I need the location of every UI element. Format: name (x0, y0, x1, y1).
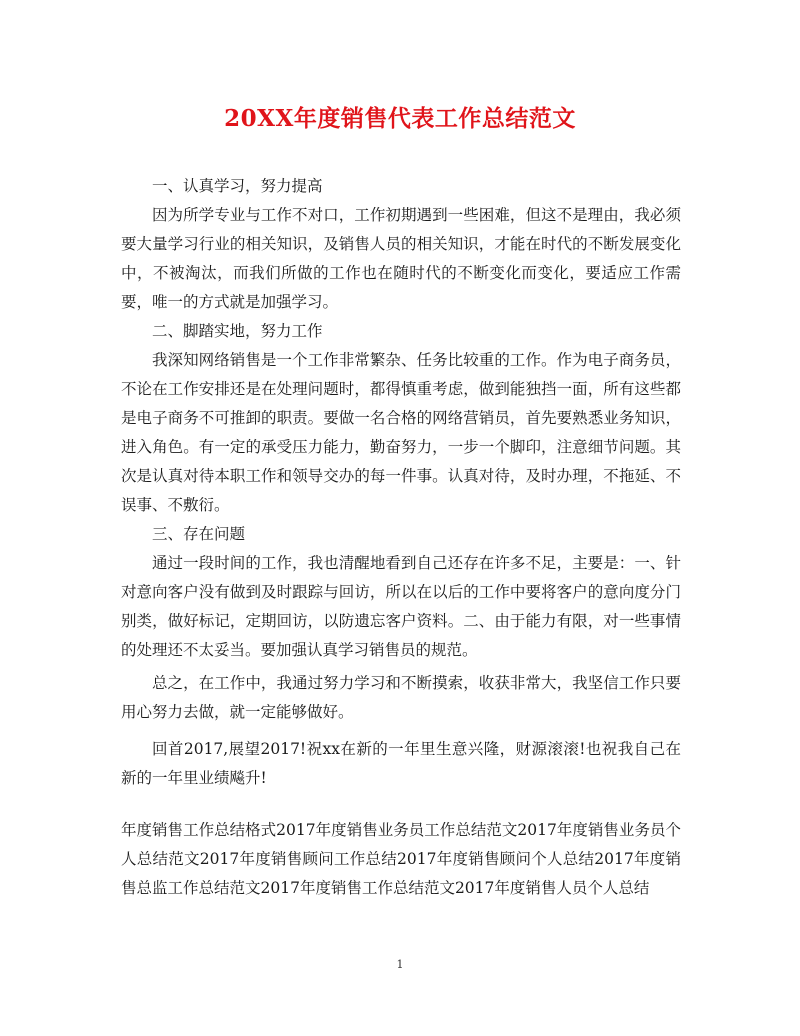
document-body (121, 172, 681, 793)
paragraph-summary: 总之，在工作中，我通过努力学习和不断摸索，收获非常大，我坚信工作只要用心努力去做，就一定能够做好。 (121, 674, 681, 721)
section-heading-3: 三、存在问题 (152, 525, 246, 543)
section-heading-2: 二、脚踏实地，努力工作 (152, 322, 323, 340)
page-number: 1 (396, 958, 404, 971)
section-heading-1: 一、认真学习，努力提高 (152, 177, 323, 195)
paragraph-1: 因为所学专业与工作不对口，工作初期遇到一些困难，但这不是理由，我必须要大量学习行业的相关知识，及销售人员的相关知识，才能在时代的不断发展变化中，不被淘汰，而我们所做的工作也在随时代的不断变化而变化，要适应工作需要，唯一的方式就是加强学习。 (121, 206, 681, 311)
paragraph-closing: 回首2017,展望2017!祝xx在新的一年里生意兴隆，财源滚滚!也祝我自己在新的一年里业绩飚升! (121, 740, 681, 787)
related-links-text: 年度销售工作总结格式2017年度销售业务员工作总结范文2017年度销售业务员个人总结范文2017年度销售顾问工作总结2017年度销售顾问个人总结2017年度销售总监工作总结范文2017年度销售工作总结范文2017年度销售人员个人总结 (121, 821, 681, 897)
page-title: 20XX年度销售代表工作总结范文 (224, 105, 576, 132)
paragraph-3: 通过一段时间的工作，我也清醒地看到自己还存在许多不足，主要是：一、针对意向客户没有做到及时跟踪与回访，所以在以后的工作中要将客户的意向度分门别类，做好标记，定期回访，以防遗忘客户资料。二、由于能力有限，对一些事情的处理还不太妥当。要加强认真学习销售员的规范。 (121, 554, 681, 659)
paragraph-2: 我深知网络销售是一个工作非常繁杂、任务比较重的工作。作为电子商务员，不论在工作安排还是在处理问题时，都得慎重考虑，做到能独挡一面，所有这些都是电子商务不可推卸的职责。要做一名合格的网络营销员，首先要熟悉业务知识，进入角色。有一定的承受压力能力，勤奋努力，一步一个脚印，注意细节问题。其次是认真对待本职工作和领导交办的每一件事。认真对待，及时办理，不拖延、不误事、不敷衍。 (121, 351, 681, 514)
